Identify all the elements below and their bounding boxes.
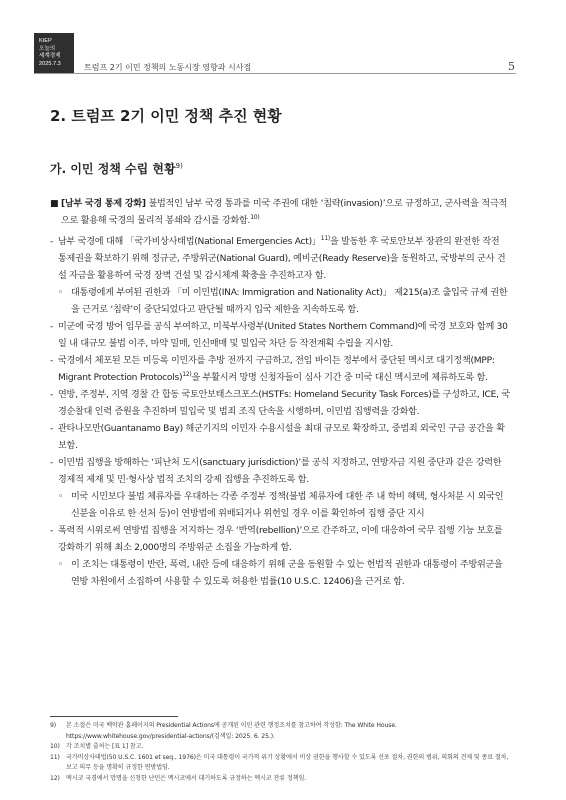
subsection-title-text: 가. 이민 정책 수립 현황 [50,162,176,176]
footnote-text: 본 소절은 미국 백악관 홈페이지의 Presidential Actions에 공개된 이민 관련 행정조치를 참고하여 작성함: The White House. https://www.whitehouse.gov/presidential-actions/(검색일: 2025. 6. 25.). [66,722,397,740]
header-rule [34,73,516,74]
item-text: 대통령에게 부여된 권한과 「미 이민법(INA: Immigration and Nationality Act)」 제215(a)조 출입국 규제 권한을 근거로 ‘침략’이 중단되었다고 판단될 때까지 입국 제한을 지속하도록 함. [71,288,508,315]
footnote [50,721,510,742]
list-subitem [50,489,510,523]
body-content [50,196,510,591]
item-text: 미국 시민보다 불법 체류자를 우대하는 각종 주정부 정책(불법 체류자에 대한 주 내 학비 혜택, 형사처분 시 외국인 신분을 이유로 한 선처 등)이 연방법에 위배되거나 위헌일 경우 이를 확인하여 집행 중단 지시 [71,492,504,519]
list-item [50,387,510,421]
badge-line: 오늘의 [39,45,56,52]
footnote-number: 11) [50,753,60,761]
ring-bullet: ◦ [58,288,64,298]
item-text: 미군에 국경 방어 임무를 공식 부여하고, 미북부사령부(United States Northern Command)에 국경 보호와 함께 30일 내 대규모 불법 이주, 마약 밀매, 인신매매 및 밀입국 차단 등 작전계획 수립을 지시함. [58,322,508,349]
badge-line: 2025.7.3 [39,60,61,67]
footnote-number: 9) [50,722,57,729]
dash-bullet: - [50,237,54,247]
ring-bullet: ◦ [58,492,64,502]
list-item [50,353,510,387]
dash-bullet: - [50,390,54,400]
item-text: 폭력적 시위로써 연방법 집행을 저지하는 경우 ‘반역(rebellion)’으로 간주하고, 이에 대응하여 국무 집행 기능 보호를 강화하기 위해 최소 2,000명의 주방위군 소집을 가능하게 함. [58,526,503,553]
item-text: 국경에서 체포된 모든 미등록 이민자를 추방 전까지 구금하고, 전임 바이든 정부에서 중단된 멕시코 대기정책(MPP: Migrant Protection Protocols) [58,356,495,383]
item-text: 이 조치는 대통령이 반란, 폭력, 내란 등에 대응하기 위해 군을 동원할 수 있는 헌법적 권한과 대통령이 주방위군을 연방 차원에서 소집하여 사용할 수 있도록 허용한 법률(10 U.S.C. 12406)을 근거로 함. [71,560,503,587]
badge-line: 세계경제 [39,53,61,59]
section-title: 2. 트럼프 2기 이민 정책 추진 현황 [50,107,282,125]
lead-text: 불법적인 남부 국경 통과를 미국 주권에 대한 ‘침략(invasion)’으로 규정하고, 군사력을 적극적으로 활용해 국경의 물리적 봉쇄와 감시를 강화함. [61,199,507,226]
item-text-cont: 을 부활시켜 망명 신청자들이 심사 기간 중 미국 대신 멕시코에 체류하도록 함. [191,373,488,383]
footnote-ref: 12) [182,371,192,378]
footnote [50,742,510,753]
ring-bullet: ◦ [58,560,64,570]
list-item [50,455,510,489]
footnote-ref: 9) [175,162,183,170]
dash-bullet: - [50,458,54,468]
page-number: 5 [508,60,515,73]
footnotes [50,721,510,784]
footnote-text: 각 조치별 출처는 [표 1] 참고. [66,743,144,750]
footnote-number: 10) [50,743,60,750]
footnote-ref: 11) [320,235,330,242]
item-text: 남부 국경에 대해 「국가비상사태법(National Emergencies Act)」 [58,237,321,247]
dash-bullet: - [50,356,54,366]
list-item [50,319,510,353]
item-text: 이민법 집행을 방해하는 ‘피난처 도시(sanctuary jurisdiction)’를 공식 지정하고, 연방자금 지원 중단과 같은 강력한 경제적 제재 및 민·형사상 법적 조치의 강제 집행을 추진하도록 함. [58,458,502,485]
badge-line: KIEP [39,38,52,44]
footnote-number: 12) [50,774,60,782]
item-text: 관타나모만(Guantanamo Bay) 해군기지의 이민자 수용시설을 최대 규모로 확장하고, 중범죄 외국인 구금 공간을 확보함. [58,424,505,451]
item-text-cont: 을 발동한 후 국토안보부 장관의 완전한 작전 통제권을 확보하기 위해 정규군, 주방위군(National Guard), 예비군(Ready Reserve)을 동원하고, 국방부의 군사 건설 자금을 활용하여 국경 장벽 건설 및 감시체계 확충을 추진하고자 함. [58,237,506,281]
footnote [50,753,510,774]
item-text: 연방, 주정부, 지역 경찰 간 합동 국토안보태스크포스(HSTFs: Homeland Security Task Forces)를 구성하고, ICE, 국경순찰대 인력 증원을 추진하며 밀입국 및 범죄 조직 단속을 시행하며, 이민법 집행력을 강화함. [58,390,510,417]
list-subitem [50,557,510,591]
footnote [50,774,510,785]
footnote-text: 국가비상사태법(50 U.S.C. 1601 et seq., 1976)은 미국 대통령이 국가적 위기 상황에서 비상 권한을 행사할 수 있도록 선포 절차, 권한의 범위, 의회의 견제 및 종료 절차, 보고 의무 등을 명확히 규정한 연방법임. [66,753,509,771]
lead-heading: [남부 국경 통제 강화] [61,199,146,209]
footnote-ref: 10) [250,214,260,221]
subsection-title [50,160,183,177]
footnote-text: 멕시코 국경에서 망명을 신청한 난민은 멕시코에서 대기하도록 규정하는 멕시코 잔류 정책임. [66,774,307,782]
header-badge [34,33,74,73]
footnote-rule [50,716,178,717]
list-item [50,523,510,557]
lead-paragraph [50,196,510,230]
list-subitem [50,285,510,319]
dash-bullet: - [50,322,54,332]
list-item [50,421,510,455]
dash-bullet: - [50,526,54,536]
list-item [50,234,510,285]
running-title: 트럼프 2기 이민 정책의 노동시장 영향과 시사점 [84,63,252,72]
dash-bullet: - [50,424,54,434]
square-bullet-icon: ■ [50,199,59,209]
